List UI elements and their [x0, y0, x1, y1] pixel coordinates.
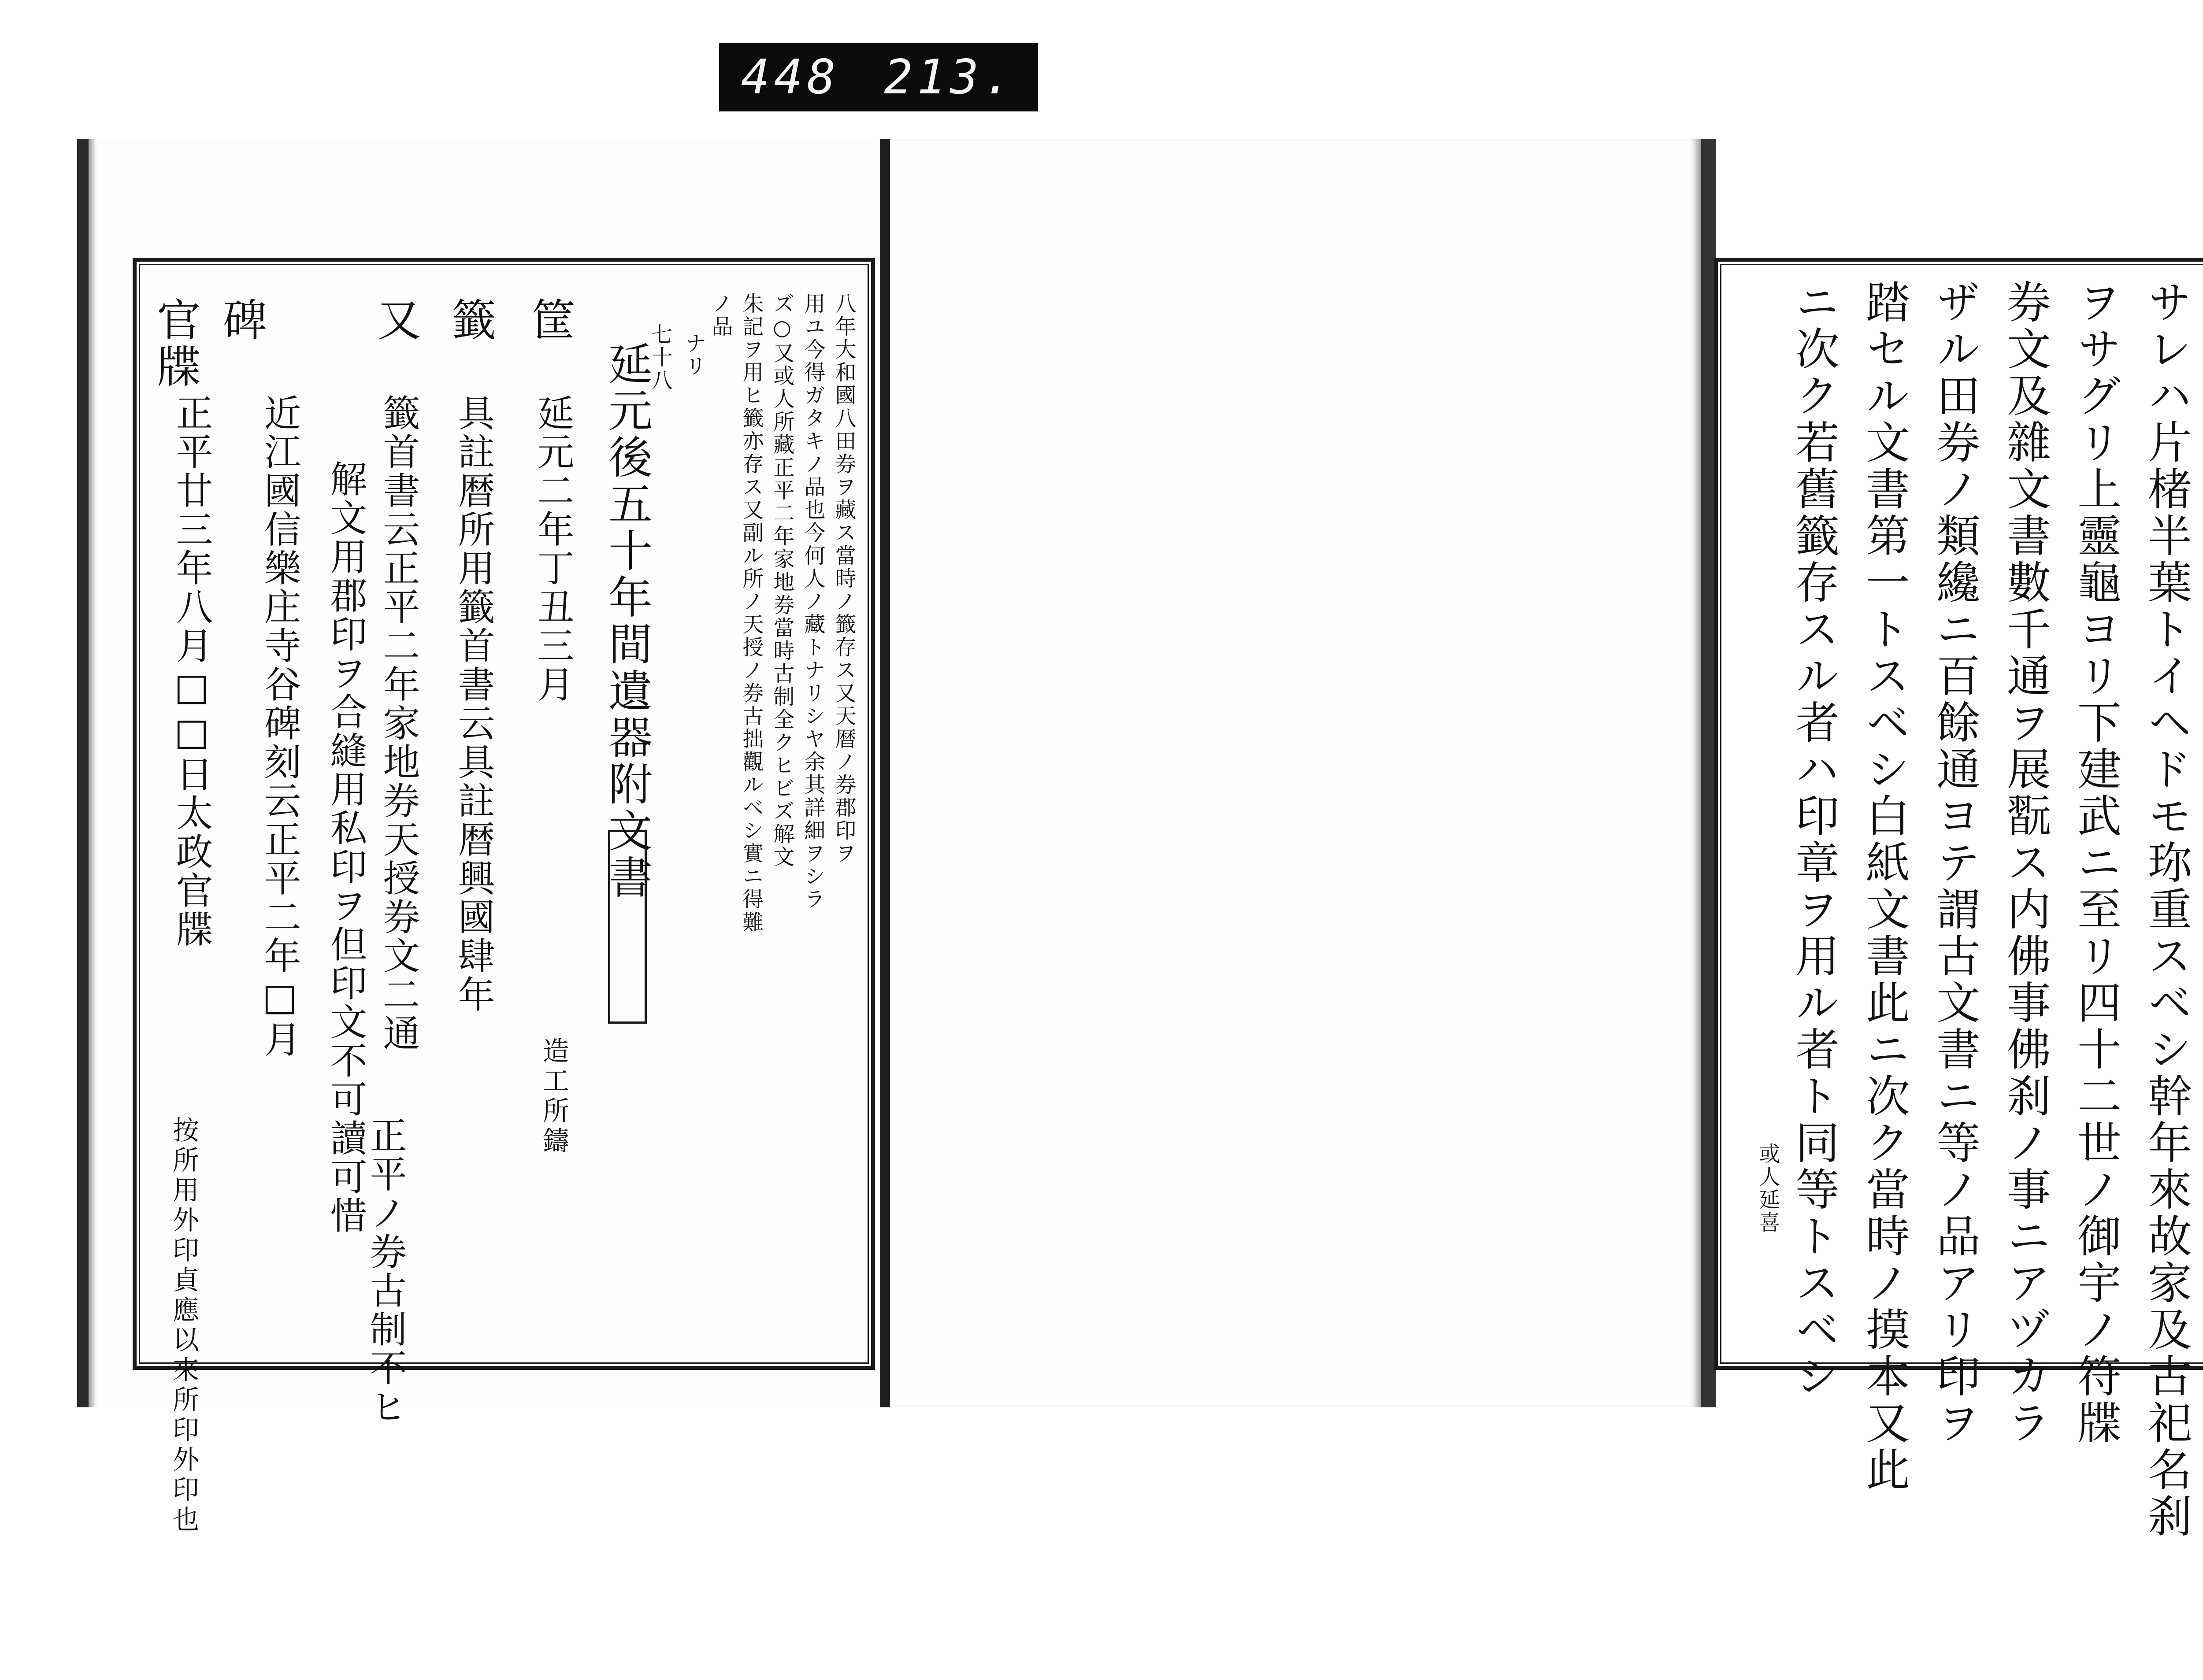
note-line: ナリ	[682, 332, 706, 378]
item-heading: 碑	[215, 297, 267, 344]
text-line: 正平ノ券古制不ヒ	[364, 1116, 407, 1426]
item-heading: 又	[370, 297, 421, 344]
note-line: 用ユ今得ガタキノ品也今何人ノ藏トナリシヤ余其詳細ヲシラ	[801, 292, 825, 911]
text-line: 踏セル文書第一トスベシ白紙文書此ニ次ク當時ノ摸本又此	[1858, 279, 1910, 1493]
text-line: 或人延喜	[1755, 1143, 1780, 1234]
archive-label-left: 448	[741, 50, 840, 105]
text-line: 券文及雜文書數千通ヲ展翫ス内佛事佛刹ノ事ニアヅカラ	[1999, 279, 2051, 1447]
note-line: ズ○又或人所藏正平二年家地券當時古制全クヒビズ解文	[770, 292, 794, 869]
note-line: 朱記ヲ用ヒ籤亦存ス又副ル所ノ天授ノ券古拙觀ルベシ實ニ得難	[739, 292, 764, 934]
archive-label	[719, 43, 1038, 111]
right-page	[890, 139, 2192, 1540]
left-text-frame	[133, 258, 875, 1536]
text-line: 正平廿三年八月□□日太政官牒	[170, 394, 213, 949]
section-title: 延元後五十年間遺器附文書	[601, 341, 653, 901]
note-line: 八年大和國八田券ヲ藏ス當時ノ籤存ス又天暦ノ券郡印ヲ	[831, 292, 856, 865]
text-line: 按所用外印貞應以來所印外印也	[168, 1116, 199, 1536]
text-line: 近江國信樂庄寺谷碑刻云正平二年□月	[258, 394, 301, 1059]
note-line: ノ品	[708, 292, 733, 338]
text-line: ヲサグリ上靈龜ヨリ下建武ニ至リ四十二世ノ御宇ノ符牒	[2070, 279, 2121, 1447]
item-heading: 籤	[445, 297, 496, 344]
item-heading: 筐	[524, 297, 575, 344]
archive-label-right: 213.	[884, 50, 1016, 105]
book-spine	[880, 139, 890, 1407]
text-line: 籤首書云正平二年家地券天授券文二通	[377, 394, 420, 1053]
right-text-frame	[1714, 258, 2203, 1540]
left-page	[77, 139, 881, 1536]
section-number: 七十八	[648, 323, 672, 392]
text-line: サレハ片楮半葉トイヘドモ珎重スベシ幹年來故家及古祀名刹	[2140, 279, 2192, 1540]
open-book	[77, 139, 2192, 1540]
text-line: ニ次ク若舊籤存スル者ハ印章ヲ用ル者ト同等トスベシ	[1788, 279, 1840, 1400]
text-line: ザル田券ノ類纔ニ百餘通ヨテ謂古文書ニ等ノ品アリ印ヲ	[1929, 279, 1980, 1447]
item-heading: 官牒	[149, 297, 201, 390]
text-line: 延元二年丁丑三月	[531, 394, 575, 704]
text-line: 造工所鑄	[538, 1037, 569, 1157]
text-line: 具註暦所用籤首書云具註暦興國肆年	[452, 394, 495, 1014]
text-line: 解文用郡印ヲ合縫用私印ヲ但印文不可讀可惜	[324, 460, 367, 1235]
